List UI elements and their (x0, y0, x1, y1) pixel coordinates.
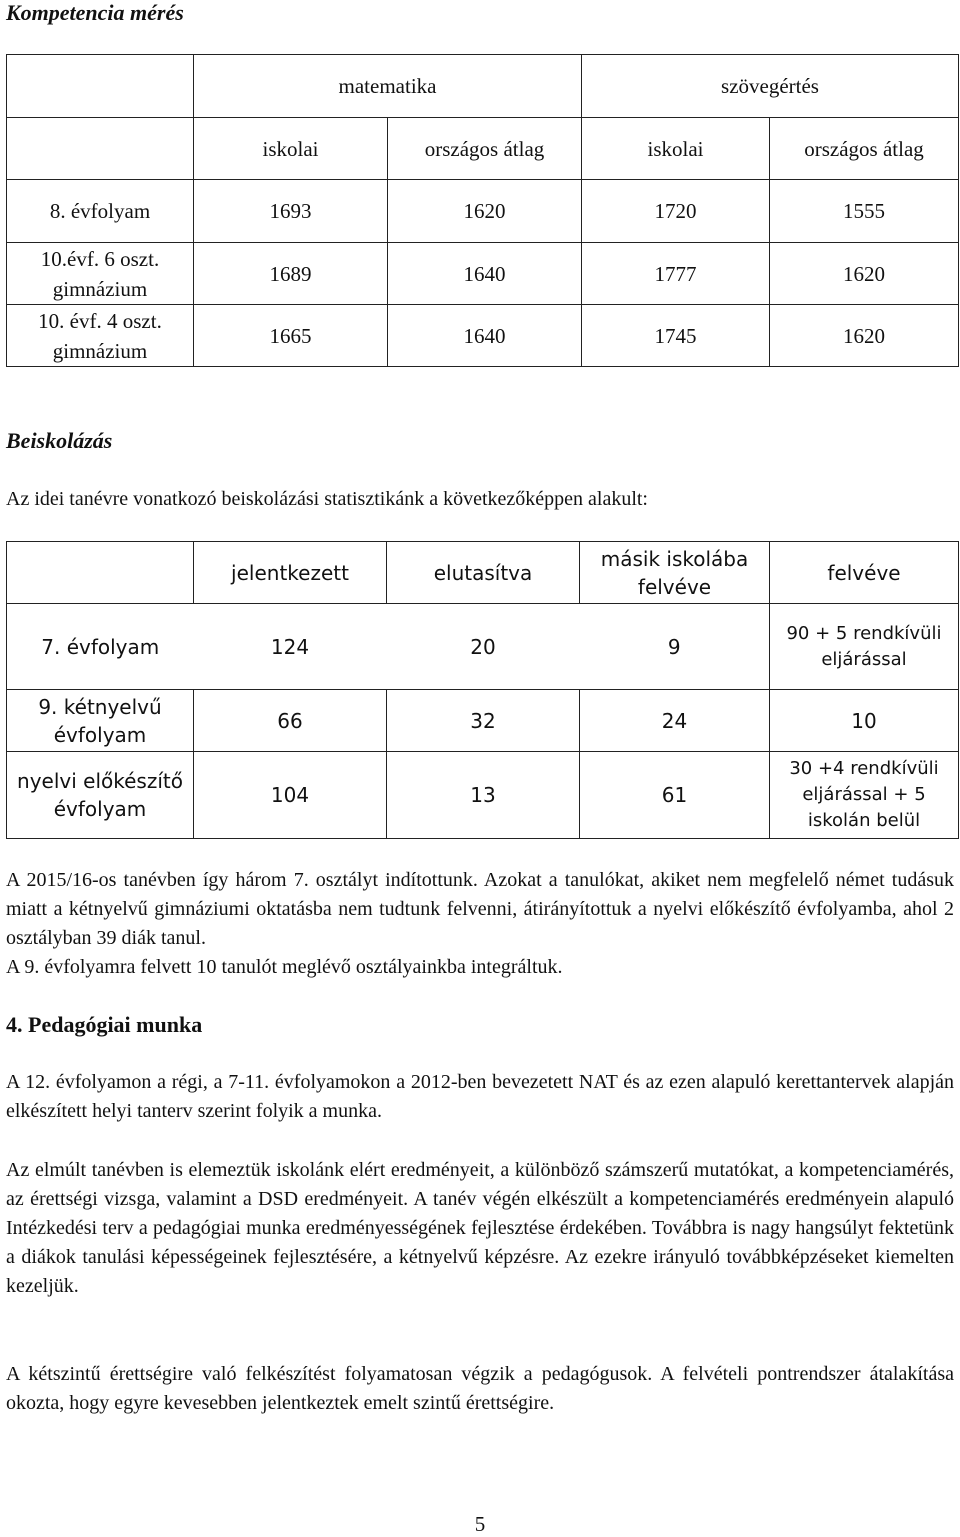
table-header-cell: matematika (194, 55, 582, 118)
table-row (7, 243, 959, 305)
table-header-cell: országos átlag (388, 118, 582, 180)
row-label (7, 305, 194, 367)
paragraph: A 9. évfolyamra felvett 10 tanulót meglévő osztályainkba integráltuk. (6, 956, 563, 978)
paragraph: A 2015/16-os tanévben így három 7. osztályt indítottunk. Azokat a tanulókat, akiket nem megfelelő német tudásuk miatt a kétnyelvű gimnáziumi oktatásba nem tudtunk felvenni, átirányítottuk a nyelvi előkészítő évfolyamba, ahol 2 osztályban 39 diák tanul. (6, 869, 954, 949)
table-row (7, 690, 959, 752)
row-label (7, 243, 194, 305)
row-label: 9. kétnyelvű évfolyam (7, 690, 194, 752)
table-cell: 24 (580, 690, 770, 752)
table-cell: 10 (770, 690, 959, 752)
table-cell-empty (7, 55, 194, 118)
table-row (7, 55, 959, 118)
table-header-cell: iskolai (582, 118, 770, 180)
table-cell: 9 (580, 604, 770, 690)
row-label: nyelvi előkészítő évfolyam (7, 752, 194, 839)
table-cell: 1640 (388, 305, 582, 367)
row-label-line: 10. évf. 4 oszt. (38, 308, 162, 333)
table-cell: 1555 (770, 180, 959, 243)
table-header-cell: szövegértés (582, 55, 959, 118)
paragraph: A kétszintű érettségire való felkészítést folyamatosan végzik a pedagógusok. A felvételi pontrendszer átalakítása okozta, hogy egyre kevesebben jelentkeztek emelt szintű érettségire. (6, 1363, 954, 1414)
row-label-line: 10.évf. 6 oszt. (40, 246, 160, 271)
table-cell: 1640 (388, 243, 582, 305)
paragraph: Az elmúlt tanévben is elemeztük iskolánk elért eredményeit, a különböző számszerű mutatókat, a kompetenciamérés, az érettségi vizsga, valamint a DSD eredményeit. A tanév végén elkészült a kompetenciamérés eredményein alapuló Intézkedési terv a pedagógiai munka eredményességének fejlesztése érdekében. Továbbra is nagy hangsúlyt fektetünk a diákok tanulási képességeinek fejlesztésére, a kétnyelvű képzésre. Az ezekre irányuló továbbképzéseket kiemelten kezeljük. (6, 1159, 954, 1297)
section-title-kompetencia: Kompetencia mérés (6, 0, 184, 25)
table-row (7, 604, 959, 690)
table-cell: 30 +4 rendkívüli eljárással + 5 iskolán belül (770, 752, 959, 839)
table-cell: 104 (194, 752, 387, 839)
table-cell: 1720 (582, 180, 770, 243)
enrollment-table (6, 541, 959, 839)
table-header-cell: iskolai (194, 118, 388, 180)
table-row (7, 180, 959, 243)
table-cell: 13 (387, 752, 580, 839)
row-label-line: gimnázium (52, 276, 148, 301)
table-cell: 1620 (770, 305, 959, 367)
page-number: 5 (474, 1512, 486, 1536)
section-intro: Az idei tanévre vonatkozó beiskolázási statisztikánk a következőképpen alakult: (6, 488, 648, 510)
table-cell: 66 (194, 690, 387, 752)
row-label: 8. évfolyam (7, 180, 194, 243)
competency-table (6, 54, 959, 367)
table-cell: 1665 (194, 305, 388, 367)
row-label: 7. évfolyam (7, 604, 194, 690)
table-cell: 32 (387, 690, 580, 752)
table-cell: 1777 (582, 243, 770, 305)
row-label-line: gimnázium (52, 338, 148, 363)
table-cell-empty (7, 118, 194, 180)
table-cell: 1689 (194, 243, 388, 305)
table-header-cell: felvéve (770, 542, 959, 604)
section-title-pedagogiai-munka: 4. Pedagógiai munka (6, 1012, 203, 1037)
table-cell: 1693 (194, 180, 388, 243)
table-cell-empty (7, 542, 194, 604)
table-header-cell: jelentkezett (194, 542, 387, 604)
table-row (7, 752, 959, 839)
table-header-cell: másik iskolába felvéve (580, 542, 770, 604)
table-header-cell: országos átlag (770, 118, 959, 180)
table-cell: 90 + 5 rendkívüli eljárással (770, 604, 959, 690)
section-title-beiskolazas: Beiskolázás (6, 428, 113, 453)
table-header-cell: elutasítva (387, 542, 580, 604)
table-row (7, 305, 959, 367)
table-row (7, 542, 959, 604)
table-cell: 61 (580, 752, 770, 839)
table-cell: 1745 (582, 305, 770, 367)
table-cell: 124 (194, 604, 387, 690)
table-row (7, 118, 959, 180)
table-cell: 20 (387, 604, 580, 690)
table-cell: 1620 (388, 180, 582, 243)
paragraph: A 12. évfolyamon a régi, a 7-11. évfolyamokon a 2012-ben bevezetett NAT és az ezen alapuló kerettantervek alapján elkészített helyi tanterv szerint folyik a munka. (6, 1071, 954, 1122)
table-cell: 1620 (770, 243, 959, 305)
